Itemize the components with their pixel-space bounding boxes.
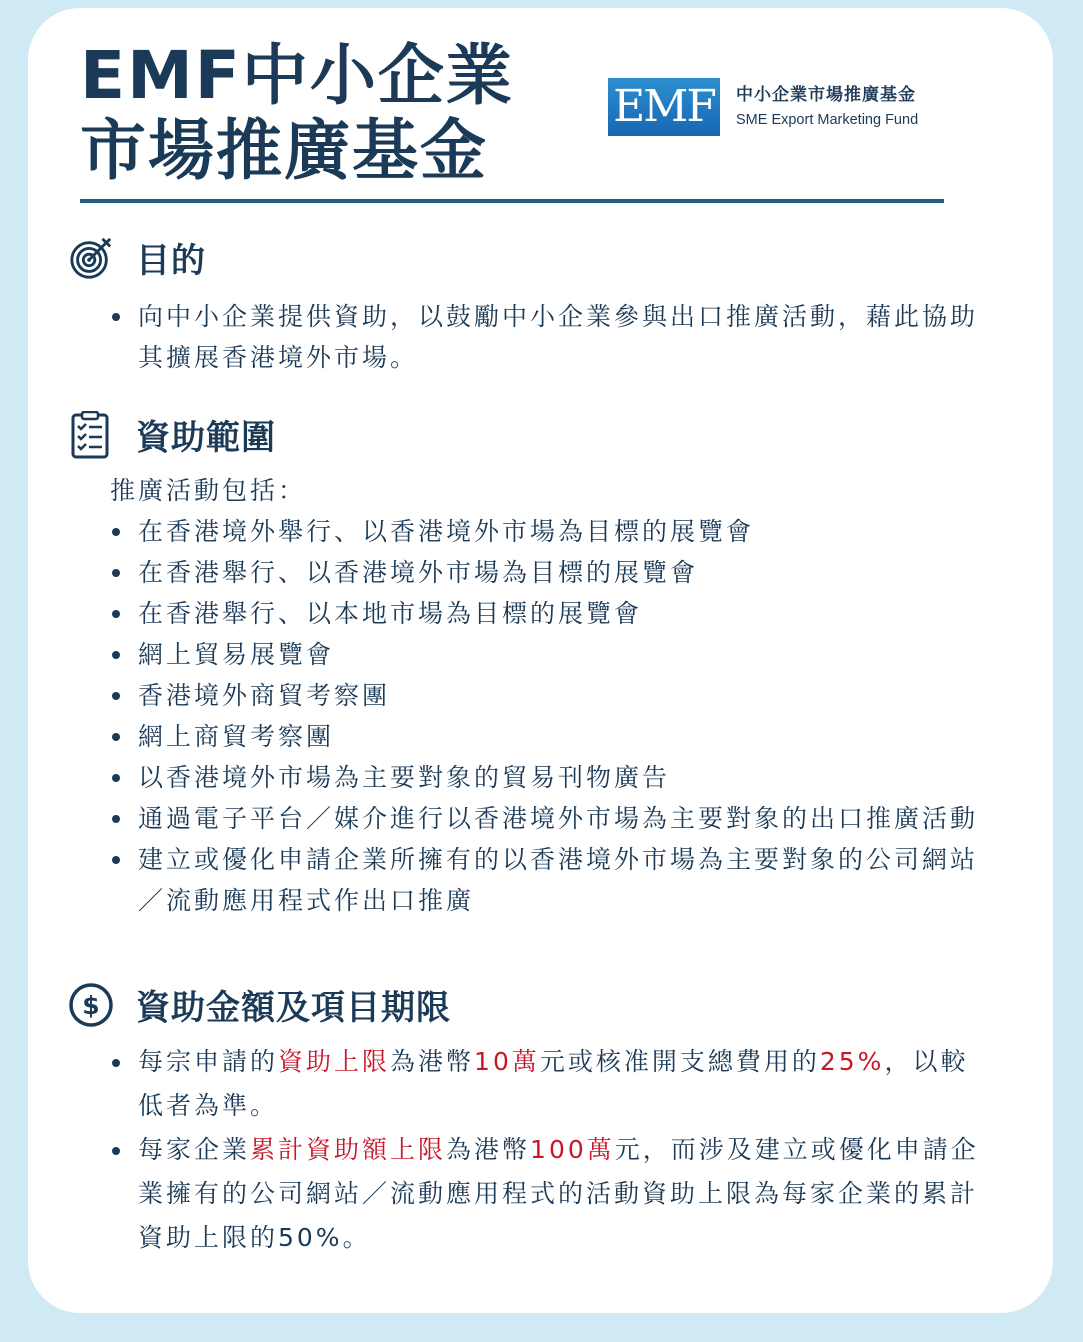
- list-item: [110, 1128, 990, 1260]
- list-item: 以香港境外市場為主要對象的貿易刊物廣告: [110, 757, 990, 798]
- list-item: [110, 1040, 990, 1128]
- list-item: 通過電子平台／媒介進行以香港境外市場為主要對象的出口推廣活動: [110, 798, 990, 839]
- page-title-line1: EMF中小企業: [80, 37, 514, 114]
- emf-logo: [608, 78, 918, 136]
- funding-text: 元或核准開支總費用的: [539, 1047, 820, 1076]
- target-icon: [68, 235, 114, 281]
- list-item: 在香港舉行、以香港境外市場為目標的展覽會: [110, 552, 990, 593]
- emf-logo-mark: EMF: [608, 78, 720, 136]
- funding-text: 元，而涉及建立或優化申請企業擁有的公司網站／流動應用程式的活動資助上限為每家企業的累計資助上限的50%。: [138, 1135, 979, 1252]
- page-title-line2: 市場推廣基金: [80, 112, 488, 189]
- page-title: [80, 38, 514, 188]
- section-scope-body: [110, 470, 990, 921]
- funding-list: [110, 1040, 990, 1260]
- funding-highlight: 累計資助額上限: [250, 1135, 447, 1164]
- section-purpose-heading: [68, 233, 206, 282]
- scope-list: [110, 511, 990, 921]
- funding-text: 為港幣: [446, 1135, 531, 1164]
- list-item: 網上貿易展覽會: [110, 634, 990, 675]
- section-funding-body: [110, 1040, 990, 1260]
- list-item: 網上商貿考察團: [110, 716, 990, 757]
- section-scope-title: 資助範圍: [136, 418, 276, 458]
- funding-text: 每宗申請的: [138, 1047, 279, 1076]
- purpose-list: [110, 296, 990, 378]
- funding-highlight: 10萬: [474, 1047, 540, 1076]
- funding-text: 每家企業: [138, 1135, 251, 1164]
- list-item: 在香港舉行、以本地市場為目標的展覽會: [110, 593, 990, 634]
- funding-highlight: 資助上限: [278, 1047, 391, 1076]
- scope-intro: 推廣活動包括：: [110, 476, 307, 505]
- section-purpose-body: [110, 296, 990, 378]
- section-funding-heading: [68, 980, 451, 1029]
- section-purpose-title: 目的: [136, 241, 206, 281]
- title-divider: [80, 199, 944, 203]
- section-funding-title: 資助金額及項目期限: [136, 988, 451, 1028]
- emf-logo-text: [736, 82, 918, 132]
- funding-text: ，以較低者為準。: [138, 1047, 969, 1120]
- dollar-circle-icon: [68, 982, 114, 1028]
- funding-highlight: 100萬: [530, 1135, 615, 1164]
- emf-logo-name-zh: 中小企業市場推廣基金: [736, 85, 916, 104]
- list-item: 建立或優化申請企業所擁有的以香港境外市場為主要對象的公司網站／流動應用程式作出口推廣: [110, 839, 990, 921]
- funding-text: 為港幣: [390, 1047, 475, 1076]
- svg-text:$: $: [82, 990, 100, 1020]
- list-item: 向中小企業提供資助，以鼓勵中小企業參與出口推廣活動，藉此協助其擴展香港境外市場。: [110, 296, 990, 378]
- emf-logo-name-en: SME Export Marketing Fund: [736, 112, 919, 128]
- clipboard-checklist-icon: [68, 412, 114, 458]
- list-item: 在香港境外舉行、以香港境外市場為目標的展覽會: [110, 511, 990, 552]
- funding-highlight: 25%: [819, 1047, 885, 1076]
- section-scope-heading: [68, 410, 276, 459]
- list-item: 香港境外商貿考察團: [110, 675, 990, 716]
